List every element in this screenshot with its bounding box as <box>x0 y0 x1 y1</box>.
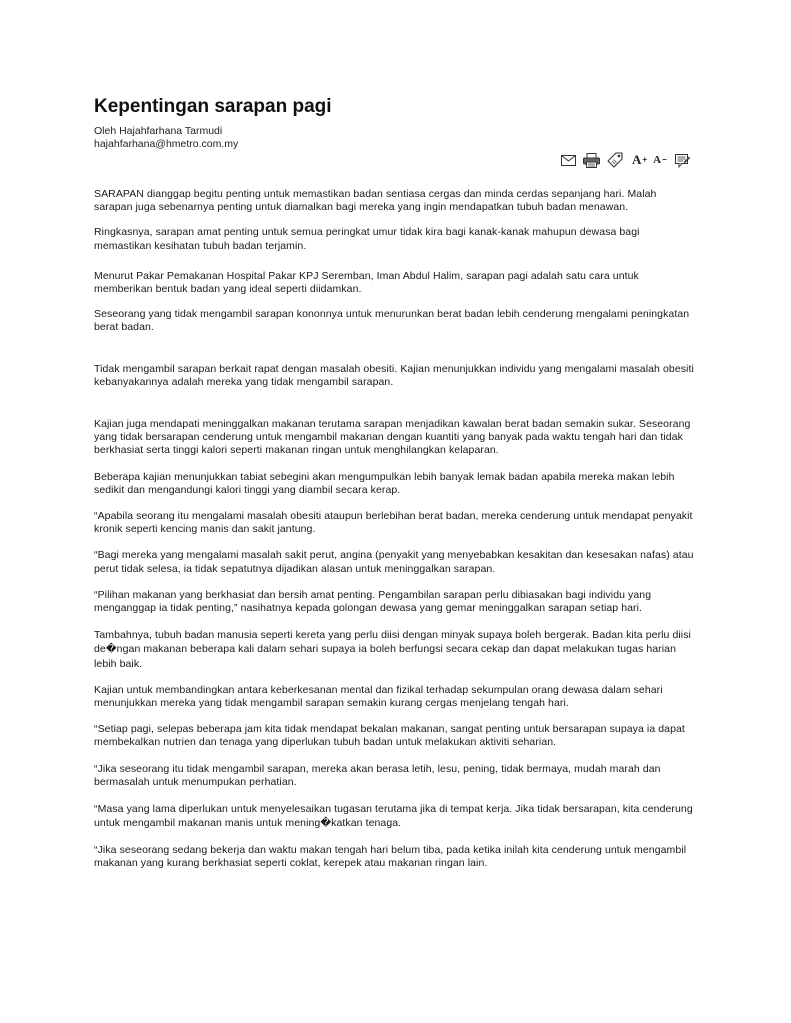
decrease-font-label: A <box>653 154 662 166</box>
article-paragraph: Beberapa kajian menunjukkan tabiat sebegini akan mengumpulkan lebih banyak lemak badan apabila mereka makan lebih sedikit dan mengandungi kalori tinggi yang diambil secara kerap. <box>94 470 675 496</box>
decrease-font-icon[interactable] <box>653 152 667 168</box>
article-paragraph: Seseorang yang tidak mengambil sarapan kononnya untuk menurunkan berat badan lebih cenderung mengalami peningkatan berat badan. <box>94 308 690 334</box>
comment-icon[interactable] <box>675 152 691 168</box>
article-page <box>94 96 696 869</box>
article-title: Kepentingan sarapan pagi <box>94 96 332 117</box>
article-paragraph: Kajian juga mendapati meninggalkan makanan terutama sarapan menjadikan kawalan berat badan semakin sukar. Seseorang yang tidak bersarapan cenderung untuk mengambil makanan dengan kuantiti yang banyak pada waktu tengah hari dan tidak berkhasiat serta tinggi kalori seperti makanan ringan untuk menghilangkan kelaparan. <box>94 418 691 457</box>
article-paragraph: Tambahnya, tubuh badan manusia seperti kereta yang perlu diisi dengan minyak supaya boleh bergerak. Badan kita perlu diisi de�ngan makanan beberapa kali dalam sehari supaya ia boleh berfungsi secara cekap dan dapat melakukan tugas harian lebih baik. <box>94 629 691 670</box>
decrease-font-sup: − <box>662 155 667 164</box>
increase-font-icon[interactable] <box>632 152 647 168</box>
article-paragraph: “Masa yang lama diperlukan untuk menyelesaikan tugasan terutama jika di tempat kerja. Jika tidak bersarapan, kita cenderung untuk mengambil makanan manis untuk mening�katkan tenaga. <box>94 803 693 830</box>
article-paragraph: “Setiap pagi, selepas beberapa jam kita tidak mendapat bekalan makanan, sangat penting untuk bersarapan supaya ia dapat membekalkan nutrien dan tenaga yang diperlukan tubuh badan untuk melakukan aktiviti seharian. <box>94 723 685 749</box>
article-paragraph: Menurut Pakar Pemakanan Hospital Pakar KPJ Seremban, Iman Abdul Halim, sarapan pagi adalah satu cara untuk memberikan bentuk badan yang ideal seperti diidamkan. <box>94 269 639 296</box>
article-paragraph: “Bagi mereka yang mengalami masalah sakit perut, angina (penyakit yang menyebabkan kesakitan dan kesesakan nafas) atau perut tidak selesa, ia tidak sepatutnya dijadikan alasan untuk meninggalkan sarapan. <box>94 549 694 575</box>
article-email[interactable]: hajahfarhana@hmetro.com.my <box>94 138 239 150</box>
article-toolbar <box>560 151 691 169</box>
article-paragraph: “Apabila seorang itu mengalami masalah obesiti ataupun berlebihan berat badan, mereka cenderung untuk mendapat penyakit kronik seperti kencing manis dan sakit jantung. <box>94 510 693 536</box>
article-paragraph: “Pilihan makanan yang berkhasiat dan bersih amat penting. Pengambilan sarapan perlu dibiasakan bagi individu yang menganggap ia tidak penting,” nasihatnya kepada golongan dewasa yang gemar meninggalkan sarapan setiap hari. <box>94 588 652 615</box>
article-body <box>94 188 696 870</box>
article-paragraph: Kajian untuk membandingkan antara keberkesanan mental dan fizikal terhadap sekumpulan orang dewasa dalam sehari menunjukkan mereka yang tidak mengambil sarapan semakin kurang cergas menjelang tengah hari. <box>94 683 663 710</box>
article-author: Oleh Hajahfarhana Tarmudi <box>94 125 223 137</box>
article-paragraph: SARAPAN dianggap begitu penting untuk memastikan badan sentiasa cergas dan minda cerdas sepanjang hari. Malah sarapan juga sebenarnya penting untuk diamalkan bagi mereka yang ingin mendapatkan tubuh badan menawan. <box>94 188 657 214</box>
article-paragraph: “Jika seseorang sedang bekerja dan waktu makan tengah hari belum tiba, pada ketika inilah kita cenderung untuk mengambil makanan yang kurang berkhasiat seperti coklat, kerepek atau makanan ringan lain. <box>94 843 687 869</box>
tag-icon[interactable] <box>606 152 624 168</box>
article-paragraph: “Jika seseorang itu tidak mengambil sarapan, mereka akan berasa letih, lesu, pening, tidak bermaya, mudah marah dan bermasalah untuk menumpukan perhatian. <box>94 762 661 788</box>
article-paragraph: Ringkasnya, sarapan amat penting untuk semua peringkat umur tidak kira bagi kanak-kanak mahupun dewasa bagi memastikan kesihatan tubuh badan terjamin. <box>94 226 640 252</box>
print-icon[interactable] <box>582 152 600 168</box>
article-paragraph: Tidak mengambil sarapan berkait rapat dengan masalah obesiti. Kajian menunjukkan individu yang mengalami masalah obesiti kebanyakannya adalah mereka yang tidak mengambil sarapan. <box>94 362 694 388</box>
email-icon[interactable] <box>560 152 576 168</box>
increase-font-label: A <box>632 152 642 167</box>
increase-font-sup: + <box>642 155 648 164</box>
